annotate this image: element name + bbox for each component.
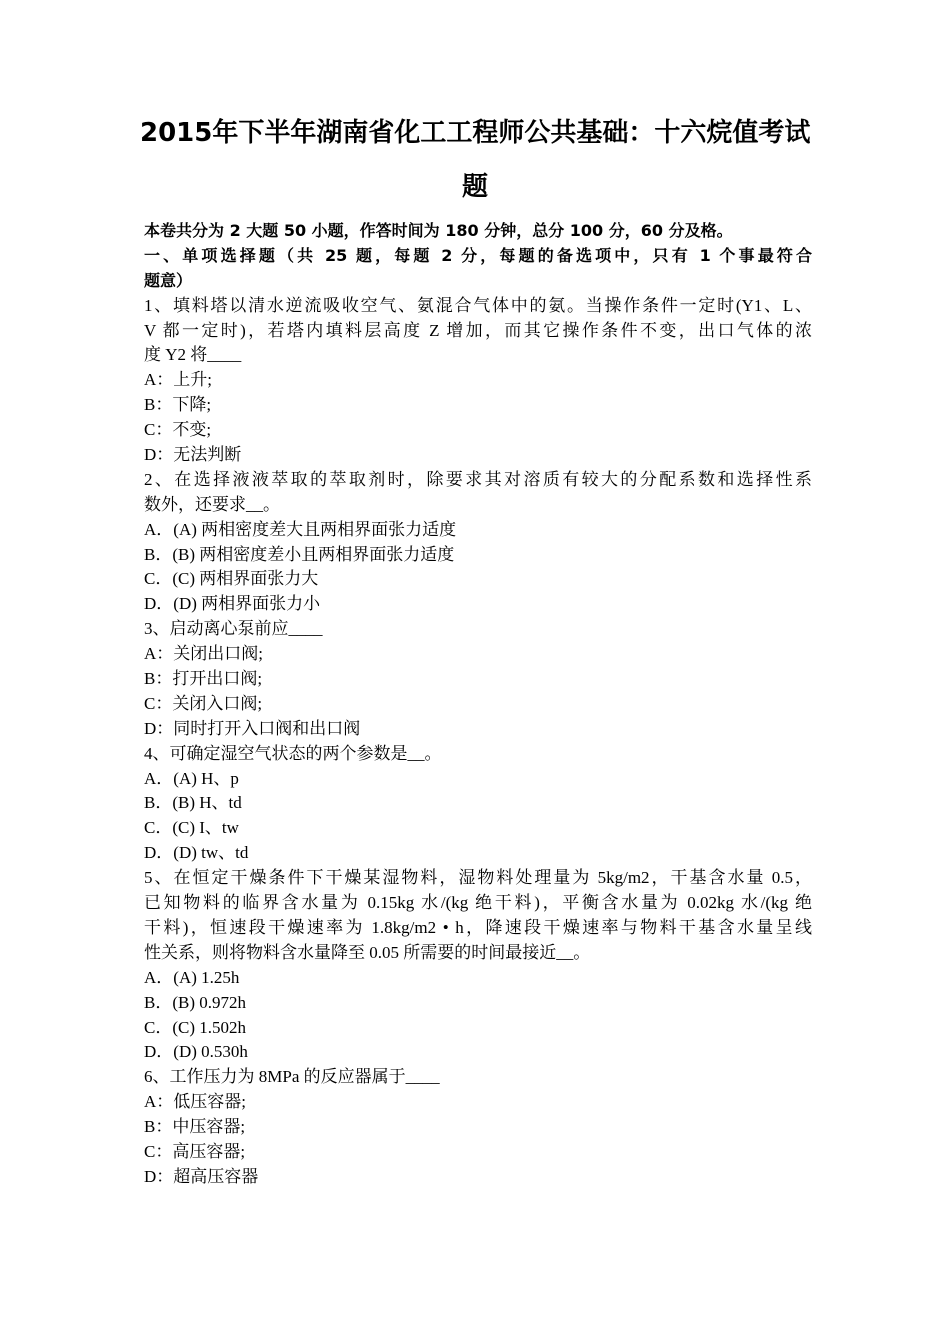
document-title-line-2: 题 <box>461 172 488 202</box>
question-6 <box>144 1065 812 1189</box>
option-d: D：超高压容器 <box>144 1166 259 1186</box>
option-b: B：打开出口阀; <box>144 669 263 689</box>
document-body <box>144 219 812 1190</box>
option-c: C：高压容器; <box>144 1141 246 1161</box>
question-4 <box>144 742 812 866</box>
option-a: A：上升; <box>144 370 212 390</box>
option-b: B．(B) 两相密度差小且两相界面张力适度 <box>144 544 455 564</box>
question-stem: 数外，还要求__。 <box>144 494 280 514</box>
section-heading: 一、单项选择题（共 25 题，每题 2 分，每题的备选项中，只有 1 个事最符合 <box>144 245 812 265</box>
question-stem: 性关系，则将物料含水量降至 0.05 所需要的时间最接近__。 <box>144 942 591 962</box>
question-stem: 1、填料塔以清水逆流吸收空气、氨混合气体中的氨。当操作条件一定时(Y1、L、 <box>144 295 812 315</box>
question-stem: 4、可确定湿空气状态的两个参数是__。 <box>144 743 442 763</box>
question-5 <box>144 866 812 1065</box>
option-d: D：无法判断 <box>144 445 242 465</box>
question-stem: 3、启动离心泵前应____ <box>144 619 323 639</box>
question-stem: 度 Y2 将____ <box>144 345 242 365</box>
option-c: C．(C) I、tw <box>144 818 239 838</box>
question-stem: V 都一定时)，若塔内填料层高度 Z 增加，而其它操作条件不变，出口气体的浓 <box>144 320 812 340</box>
option-c: C：关闭入口阀; <box>144 693 263 713</box>
option-a: A．(A) H、p <box>144 768 239 788</box>
question-3 <box>144 617 812 741</box>
question-stem: 已知物料的临界含水量为 0.15kg 水/(kg 绝干料)，平衡含水量为 0.02kg 水/(kg 绝 <box>144 893 812 913</box>
option-a: A．(A) 两相密度差大且两相界面张力适度 <box>144 519 457 539</box>
option-a: A：关闭出口阀; <box>144 644 263 664</box>
question-stem: 干料)，恒速段干燥速率为 1.8kg/m2 • h，降速段干燥速率与物料干基含水量呈线 <box>144 917 812 937</box>
option-b: B：中压容器; <box>144 1117 246 1137</box>
option-b: B：下降; <box>144 395 212 415</box>
option-a: A．(A) 1.25h <box>144 967 240 987</box>
option-c: C：不变; <box>144 420 212 440</box>
document-title-line-1: 2015年下半年湖南省化工工程师公共基础：十六烷值考试 <box>140 118 811 148</box>
question-2 <box>144 468 812 617</box>
question-stem: 6、工作压力为 8MPa 的反应器属于____ <box>144 1067 440 1087</box>
option-b: B．(B) H、td <box>144 793 242 813</box>
option-c: C．(C) 两相界面张力大 <box>144 569 319 589</box>
option-b: B．(B) 0.972h <box>144 992 246 1012</box>
question-stem: 5、在恒定干燥条件下干燥某湿物料，湿物料处理量为 5kg/m2，干基含水量 0.5， <box>144 868 812 888</box>
option-a: A：低压容器; <box>144 1092 246 1112</box>
section-heading-continued: 题意） <box>144 270 193 290</box>
option-d: D．(D) 0.530h <box>144 1042 248 1062</box>
question-stem: 2、在选择液液萃取的萃取剂时，除要求其对溶质有较大的分配系数和选择性系 <box>144 469 812 489</box>
exam-instructions: 本卷共分为 2 大题 50 小题，作答时间为 180 分钟，总分 100 分，60 分及格。 <box>144 221 733 240</box>
option-c: C．(C) 1.502h <box>144 1017 246 1037</box>
option-d: D．(D) 两相界面张力小 <box>144 594 321 614</box>
option-d: D．(D) tw、td <box>144 843 249 863</box>
question-1 <box>144 294 812 468</box>
option-d: D：同时打开入口阀和出口阀 <box>144 718 361 738</box>
